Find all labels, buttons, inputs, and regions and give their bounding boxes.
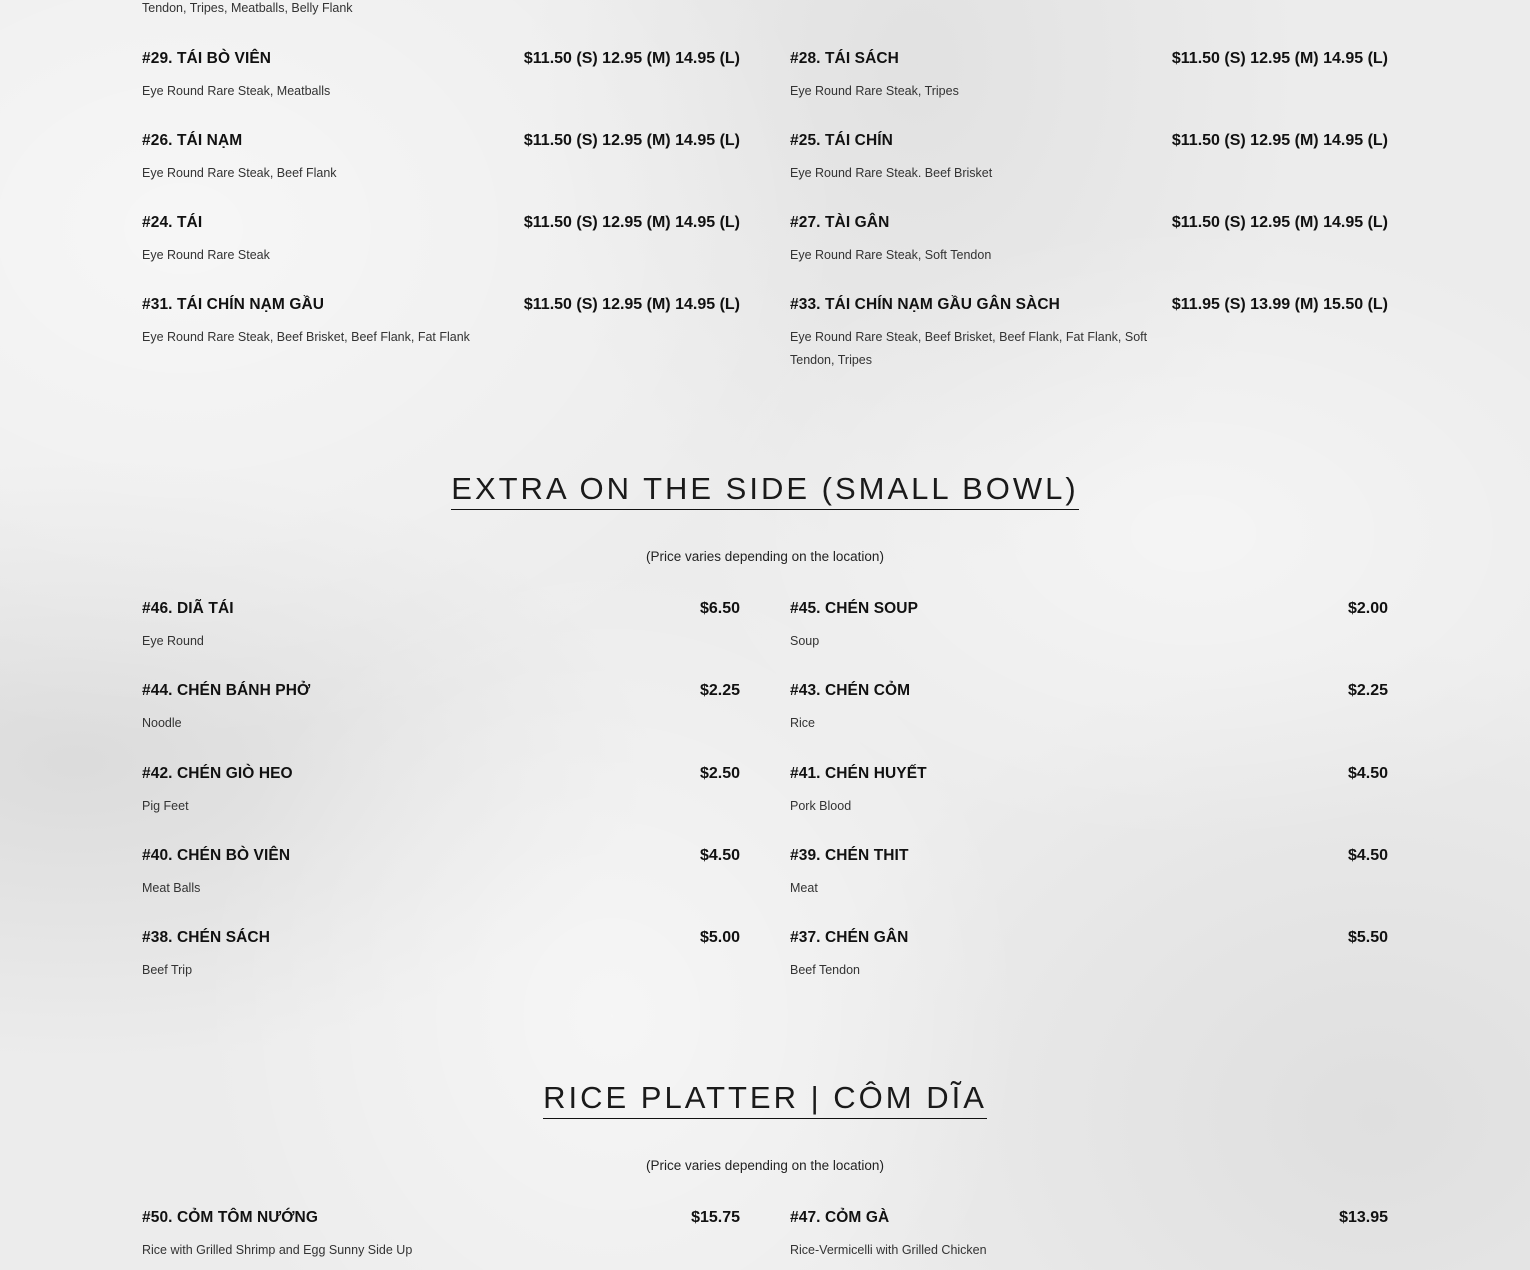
item-name: #47. CỎM GÀ bbox=[790, 1209, 890, 1226]
item-description: Meat bbox=[790, 881, 818, 895]
item-price: $11.50 (S) 12.95 (M) 14.95 (L) bbox=[523, 132, 740, 149]
item-description: Pork Blood bbox=[790, 799, 852, 813]
item-name: #40. CHÉN BÒ VIÊN bbox=[142, 847, 291, 864]
item-description: Rice bbox=[790, 716, 816, 730]
item-name: #37. CHÉN GÂN bbox=[790, 929, 909, 946]
item-name: #39. CHÉN THIT bbox=[790, 847, 909, 864]
item-description: Eye Round bbox=[142, 634, 204, 648]
item-description: Beef Tendon bbox=[790, 963, 860, 977]
item-price: $11.50 (S) 12.95 (M) 14.95 (L) bbox=[1171, 214, 1388, 231]
item-price: $6.50 bbox=[699, 600, 740, 617]
item-price: $13.95 bbox=[1339, 1209, 1388, 1226]
item-name: #42. CHÉN GIÒ HEO bbox=[142, 765, 293, 782]
item-price: $5.50 bbox=[1347, 929, 1388, 946]
item-description: Rice with Grilled Shrimp and Egg Sunny Side Up bbox=[142, 1243, 413, 1257]
item-price: $2.50 bbox=[699, 765, 740, 782]
item-price: $5.00 bbox=[699, 929, 740, 946]
item-price: $11.50 (S) 12.95 (M) 14.95 (L) bbox=[523, 296, 740, 313]
item-name: #25. TÁI CHÍN bbox=[790, 132, 893, 149]
item-price: $11.50 (S) 12.95 (M) 14.95 (L) bbox=[523, 50, 740, 67]
item-description: Rice-Vermicelli with Grilled Chicken bbox=[790, 1243, 987, 1257]
item-name: #41. CHÉN HUYẾT bbox=[790, 765, 927, 782]
item-price: $11.95 (S) 13.99 (M) 15.50 (L) bbox=[1171, 296, 1388, 313]
section-title bbox=[0, 1079, 1530, 1119]
item-description: Beef Trip bbox=[142, 963, 193, 977]
item-name: #45. CHÉN SOUP bbox=[790, 600, 919, 617]
item-description: Eye Round Rare Steak, Beef Flank bbox=[142, 166, 337, 180]
item-name: #29. TÁI BÒ VIÊN bbox=[142, 50, 272, 67]
item-description: Eye Round Rare Steak, Beef Brisket, Beef Flank, Fat Flank, Soft Tendon, Tripes bbox=[790, 330, 1148, 367]
item-name: #27. TÀI GÂN bbox=[790, 214, 890, 231]
item-description: Eye Round Rare Steak, Meatballs bbox=[142, 84, 331, 98]
item-name: #26. TÁI NẠM bbox=[142, 132, 243, 149]
item-price: $11.50 (S) 12.95 (M) 14.95 (L) bbox=[523, 214, 740, 231]
item-price: $4.50 bbox=[699, 847, 740, 864]
item-name: #38. CHÉN SÁCH bbox=[142, 929, 271, 946]
item-price: $4.50 bbox=[1347, 847, 1388, 864]
item-price: $4.50 bbox=[1347, 765, 1388, 782]
item-name: #31. TÁI CHÍN NẠM GẦU bbox=[142, 296, 325, 313]
item-description: Eye Round Rare Steak, Beef Brisket, Beef Flank, Fat Flank bbox=[142, 330, 470, 344]
item-description: Meat Balls bbox=[142, 881, 201, 895]
item-description: Noodle bbox=[142, 716, 182, 730]
item-price: $2.00 bbox=[1347, 600, 1388, 617]
item-description: Eye Round Rare Steak. Beef Brisket bbox=[790, 166, 993, 180]
item-name: #46. DIÃ TÁI bbox=[142, 600, 234, 617]
section-note: (Price varies depending on the location) bbox=[646, 1158, 884, 1173]
item-price: $2.25 bbox=[1347, 682, 1388, 699]
item-description: Eye Round Rare Steak, Soft Tendon bbox=[790, 248, 992, 262]
item-description: Pig Feet bbox=[142, 799, 189, 813]
item-description: Eye Round Rare Steak bbox=[142, 248, 270, 262]
item-name: #44. CHÉN BÁNH PHỞ bbox=[142, 682, 311, 699]
item-description: Eye Round Rare Steak, Tripes bbox=[790, 84, 959, 98]
item-description: Soup bbox=[790, 634, 820, 648]
item-price: $15.75 bbox=[691, 1209, 740, 1226]
item-price: $11.50 (S) 12.95 (M) 14.95 (L) bbox=[1171, 132, 1388, 149]
item-name: #28. TÁI SÁCH bbox=[790, 50, 899, 67]
item-name: #50. CỎM TÔM NƯỚNG bbox=[142, 1209, 319, 1226]
item-price: $2.25 bbox=[699, 682, 740, 699]
item-description: Tendon, Tripes, Meatballs, Belly Flank bbox=[142, 1, 353, 15]
item-name: #24. TÁI bbox=[142, 214, 203, 231]
section-title-text: RICE PLATTER | CÔM DĨA bbox=[543, 1079, 987, 1119]
item-name: #43. CHÉN CỎM bbox=[790, 682, 911, 699]
section-note: (Price varies depending on the location) bbox=[646, 549, 884, 564]
item-name: #33. TÁI CHÍN NẠM GẦU GÂN SÀCH bbox=[790, 296, 1060, 313]
item-price: $11.50 (S) 12.95 (M) 14.95 (L) bbox=[1171, 50, 1388, 67]
section-title-text: EXTRA ON THE SIDE (SMALL BOWL) bbox=[451, 470, 1078, 510]
section-title bbox=[0, 470, 1530, 510]
